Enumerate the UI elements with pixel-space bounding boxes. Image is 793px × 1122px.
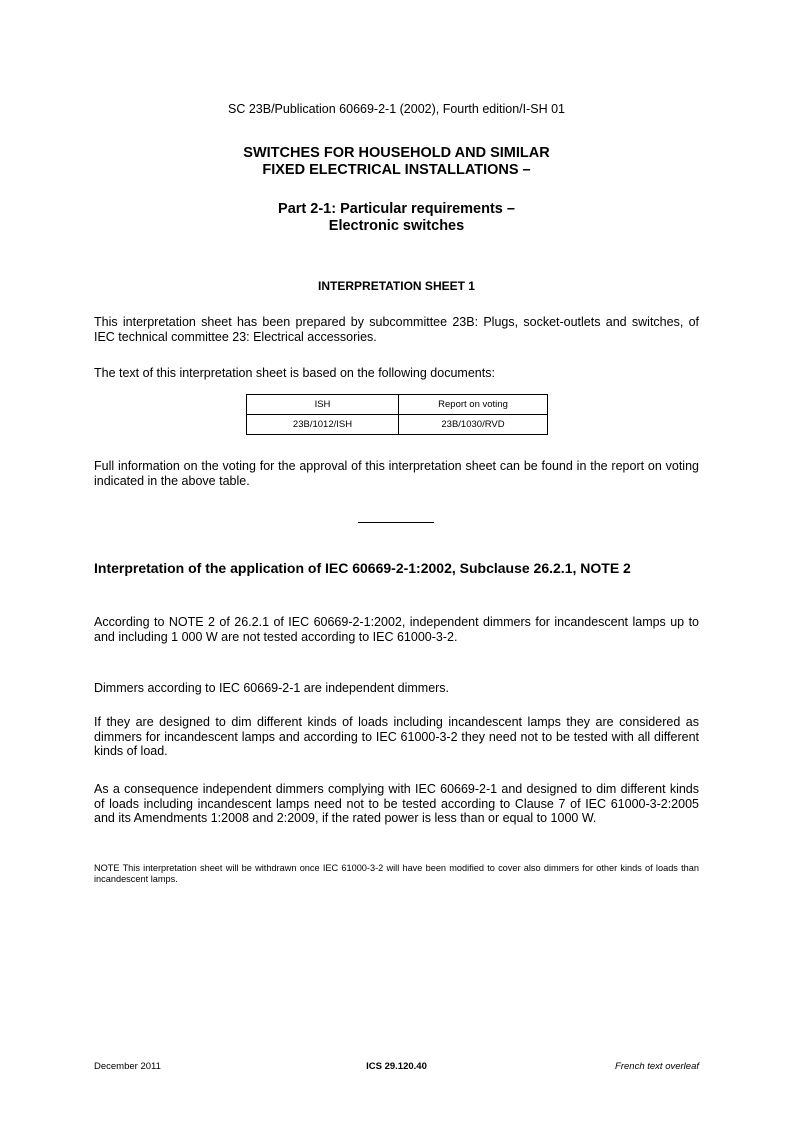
interpretation-paragraph-4: As a consequence independent dimmers complying with IEC 60669-2-1 and designed to dim different kinds of loads including incandescent lamps need not to be tested according to Clause 7 of IEC 61000-3-2:2005 and its Amendments 1:2008 and 2:2009, if the rated power is less than or equal to 1000 W.: [94, 782, 699, 825]
footer-date: December 2011: [94, 1061, 161, 1072]
paragraph-block-4: [94, 782, 699, 826]
interpretation-paragraph-1: According to NOTE 2 of 26.2.1 of IEC 60669-2-1:2002, independent dimmers for incandescent lamps up to and including 1 000 W are not tested according to IEC 61000-3-2.: [94, 615, 699, 644]
interpretation-paragraph-2: Dimmers according to IEC 60669-2-1 are independent dimmers.: [94, 681, 450, 695]
full-info-block: [94, 459, 699, 488]
based-on-paragraph: The text of this interpretation sheet is based on the following documents:: [94, 366, 495, 380]
table-row: [247, 415, 548, 435]
footer-overleaf: French text overleaf: [615, 1061, 699, 1072]
part-title-line-1: Part 2-1: Particular requirements –: [278, 201, 515, 217]
full-info-paragraph: Full information on the voting for the approval of this interpretation sheet can be found in the report on voting indicated in the above table.: [94, 459, 699, 488]
note-block: [94, 863, 699, 885]
publication-reference: SC 23B/Publication 60669-2-1 (2002), Fourth edition/I-SH 01: [228, 102, 565, 116]
interpretation-paragraph-3: If they are designed to dim different kinds of loads including incandescent lamps they are considered as dimmers for incandescent lamps and according to IEC 61000-3-2 they need not to be tested with all different kinds of load.: [94, 715, 699, 758]
interpretation-heading: Interpretation of the application of IEC 60669-2-1:2002, Subclause 26.2.1, NOTE 2: [94, 560, 631, 576]
paragraph-block-2: [94, 681, 699, 696]
part-title: [0, 201, 793, 234]
withdrawal-note: NOTE This interpretation sheet will be withdrawn once IEC 61000-3-2 will have been modified to cover also dimmers for other kinds of loads than incandescent lamps.: [94, 863, 699, 884]
table-cell-ish: 23B/1012/ISH: [247, 415, 399, 435]
interpretation-heading-block: [94, 560, 699, 576]
separator-rule: [358, 522, 434, 523]
voting-documents-table: [246, 394, 548, 435]
intro-block: [94, 315, 699, 344]
intro-paragraph: This interpretation sheet has been prepared by subcommittee 23B: Plugs, socket-outlets and switches, of IEC technical committee 23: Electrical accessories.: [94, 315, 699, 344]
title-line-1: SWITCHES FOR HOUSEHOLD AND SIMILAR: [243, 145, 550, 161]
interpretation-sheet-heading: INTERPRETATION SHEET 1: [318, 279, 475, 293]
part-title-line-2: Electronic switches: [328, 217, 465, 234]
based-on-block: [94, 366, 699, 381]
footer-ics: ICS 29.120.40: [366, 1061, 427, 1072]
table-cell-rvd: 23B/1030/RVD: [399, 415, 548, 435]
paragraph-block-1: [94, 615, 699, 644]
table-header-row: [247, 395, 548, 415]
title-line-2: FIXED ELECTRICAL INSTALLATIONS –: [262, 161, 531, 178]
table-header-ish: ISH: [247, 395, 399, 415]
document-title: [0, 145, 793, 178]
paragraph-block-3: [94, 715, 699, 759]
table-header-report: Report on voting: [399, 395, 548, 415]
